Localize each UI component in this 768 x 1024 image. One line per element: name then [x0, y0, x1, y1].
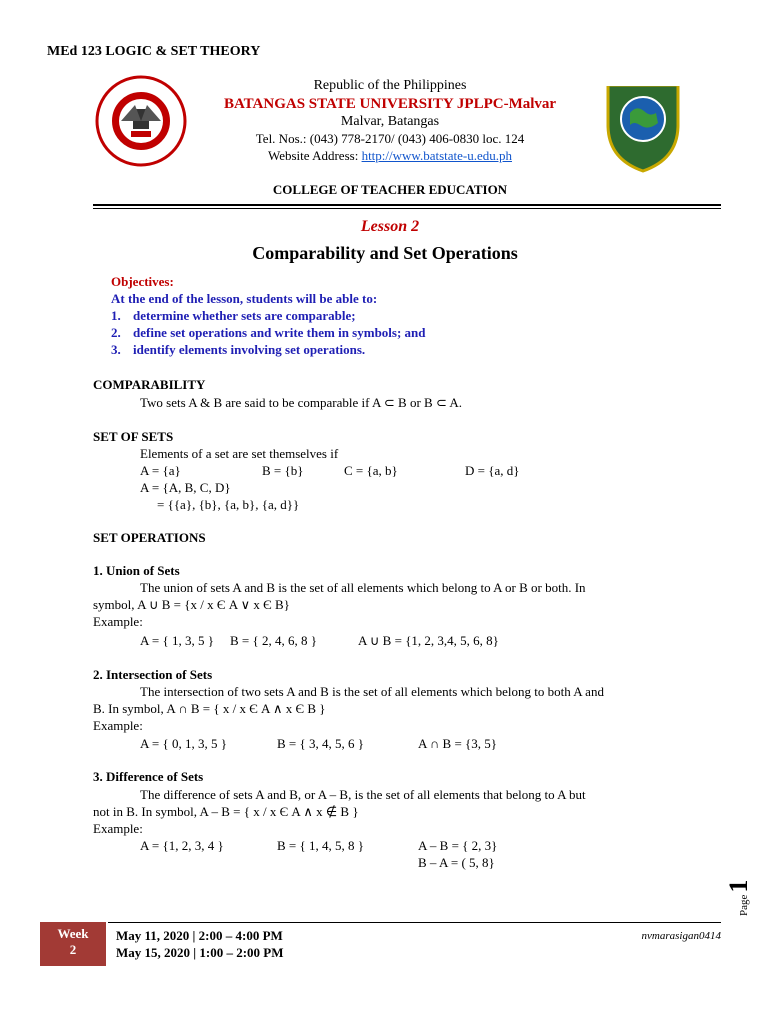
difference-line2: not in B. In symbol, A – B = { x / x Є A ∧ x ∉ B }: [93, 804, 359, 819]
difference-line1: The difference of sets A and B, or A – B, is the set of all elements that belong to A but: [140, 787, 586, 802]
union-example-a: A = { 1, 3, 5 }: [140, 633, 214, 648]
university-seal-logo: [95, 75, 187, 167]
week-number: 2: [69, 942, 77, 957]
difference-example-result-1: A – B = { 2, 3}: [418, 838, 498, 853]
intersection-example-a: A = { 0, 1, 3, 5 }: [140, 736, 227, 751]
objectives-heading: Objectives:: [111, 274, 174, 289]
difference-example-a: A = {1, 2, 3, 4 }: [140, 838, 224, 853]
footer-author: nvmarasigan0414: [641, 930, 721, 942]
intersection-example-result: A ∩ B = {3, 5}: [418, 736, 498, 751]
difference-example-result-2: B – A = ( 5, 8}: [418, 855, 495, 870]
set-of-sets-line3: = {{a}, {b}, {a, b}, {a, d}}: [157, 497, 300, 512]
objective-item-1: 1. determine whether sets are comparable;: [111, 308, 356, 323]
union-example-label: Example:: [93, 614, 143, 629]
set-c: C = {a, b}: [344, 463, 398, 478]
footer-divider: [108, 922, 721, 923]
objective-item-2: 2. define set operations and write them in symbols; and: [111, 325, 426, 340]
union-heading: 1. Union of Sets: [93, 563, 180, 578]
course-title: MEd 123 LOGIC & SET THEORY: [47, 44, 261, 59]
college-name: COLLEGE OF TEACHER EDUCATION: [272, 182, 508, 197]
difference-heading: 3. Difference of Sets: [93, 769, 204, 784]
set-of-sets-heading: SET OF SETS: [93, 429, 174, 444]
union-example-b: B = { 2, 4, 6, 8 }: [230, 633, 317, 648]
set-a: A = {a}: [140, 463, 181, 478]
set-d: D = {a, d}: [465, 463, 520, 478]
page-number-block: [716, 866, 762, 920]
difference-example-b: B = { 1, 4, 5, 8 }: [277, 838, 364, 853]
difference-example-label: Example:: [93, 821, 143, 836]
set-of-sets-intro: Elements of a set are set themselves if: [140, 446, 339, 461]
header-divider-thin: [93, 208, 721, 209]
website-line: [190, 148, 590, 164]
footer-date-2: May 15, 2020 | 1:00 – 2:00 PM: [116, 945, 284, 960]
lesson-title: Comparability and Set Operations: [252, 243, 518, 263]
republic-text: Republic of the Philippines: [313, 78, 467, 93]
objectives-intro: At the end of the lesson, students will be able to:: [111, 291, 378, 306]
university-name: BATANGAS STATE UNIVERSITY JPLPC-Malvar: [223, 96, 557, 112]
intersection-heading: 2. Intersection of Sets: [93, 667, 213, 682]
intersection-line2: B. In symbol, A ∩ B = { x / x Є A ∧ x Є B }: [93, 701, 326, 716]
header-divider-thick: [93, 204, 721, 206]
comparability-text: Two sets A & B are said to be comparable if A ⊂ B or B ⊂ A.: [140, 395, 463, 410]
week-label: Week: [57, 926, 89, 941]
set-of-sets-line2: A = {A, B, C, D}: [140, 480, 231, 495]
objective-item-3: 3. identify elements involving set operations.: [111, 342, 366, 357]
website-label: Website Address:: [268, 148, 362, 163]
union-example-result: A ∪ B = {1, 2, 3,4, 5, 6, 8}: [358, 633, 499, 648]
page-number: 1: [724, 879, 753, 893]
intersection-line1: The intersection of two sets A and B is the set of all elements which belong to both A and: [140, 684, 604, 699]
intersection-example-label: Example:: [93, 718, 143, 733]
website-link[interactable]: http://www.batstate-u.edu.ph: [361, 148, 512, 163]
lesson-number: Lesson 2: [360, 218, 420, 235]
set-operations-heading: SET OPERATIONS: [93, 530, 206, 545]
set-b: B = {b}: [262, 463, 304, 478]
footer-date-1: May 11, 2020 | 2:00 – 4:00 PM: [116, 928, 283, 943]
college-shield-logo: [600, 75, 686, 173]
week-badge: [40, 922, 106, 966]
intersection-example-b: B = { 3, 4, 5, 6 }: [277, 736, 364, 751]
comparability-heading: COMPARABILITY: [93, 377, 206, 392]
page-label: Page: [738, 894, 750, 916]
union-line2: symbol, A ∪ B = {x / x Є A ∨ x Є B}: [93, 597, 290, 612]
union-line1: The union of sets A and B is the set of all elements which belong to A or B or both. In: [140, 580, 586, 595]
telephone-text: Tel. Nos.: (043) 778-2170/ (043) 406-0830 loc. 124: [255, 131, 525, 146]
location-text: Malvar, Batangas: [340, 114, 440, 129]
